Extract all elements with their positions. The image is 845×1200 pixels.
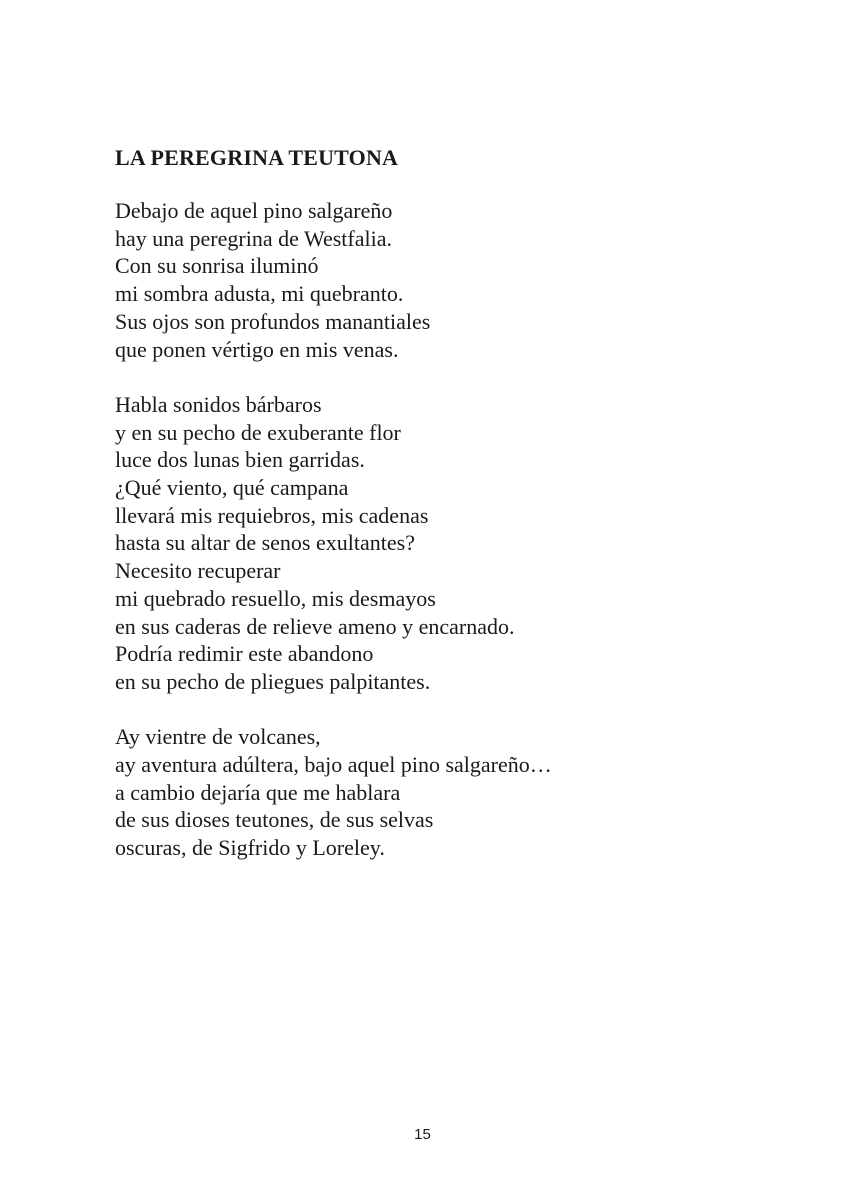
poem-line: Con su sonrisa iluminó: [115, 253, 319, 279]
poem-line: ay aventura adúltera, bajo aquel pino salgareño…: [115, 752, 552, 778]
poem-line: Ay vientre de volcanes,: [115, 724, 321, 750]
poem-body: [115, 197, 755, 890]
poem-line: de sus dioses teutones, de sus selvas: [115, 807, 434, 833]
stanza: [115, 723, 755, 862]
poem-line: en su pecho de pliegues palpitantes.: [115, 668, 431, 694]
poem-line: Debajo de aquel pino salgareño: [115, 198, 393, 223]
poem-line: llevará mis requiebros, mis cadenas: [115, 502, 429, 528]
stanza: [115, 197, 755, 363]
poem-line: hay una peregrina de Westfalia.: [115, 225, 392, 251]
poem-line: Sus ojos son profundos manantiales: [115, 308, 431, 334]
poem-line: en sus caderas de relieve ameno y encarnado.: [115, 613, 515, 639]
poem-line: ¿Qué viento, qué campana: [115, 475, 349, 501]
poem-title: LA PEREGRINA TEUTONA: [115, 145, 399, 170]
poem-line: a cambio dejaría que me hablara: [115, 779, 401, 805]
poem-line: luce dos lunas bien garridas.: [115, 447, 365, 473]
poem-line: que ponen vértigo en mis venas.: [115, 336, 399, 362]
page-number: 15: [414, 1126, 431, 1143]
poem-line: Necesito recuperar: [115, 558, 281, 584]
poem-line: mi quebrado resuello, mis desmayos: [115, 585, 436, 611]
poem-line: Podría redimir este abandono: [115, 641, 374, 667]
poem-line: Habla sonidos bárbaros: [115, 391, 322, 417]
poem-line: hasta su altar de senos exultantes?: [115, 530, 415, 556]
poem-line: y en su pecho de exuberante flor: [115, 419, 401, 445]
stanza: [115, 391, 755, 696]
poem-line: mi sombra adusta, mi quebranto.: [115, 281, 404, 307]
poem-line: oscuras, de Sigfrido y Loreley.: [115, 835, 385, 861]
